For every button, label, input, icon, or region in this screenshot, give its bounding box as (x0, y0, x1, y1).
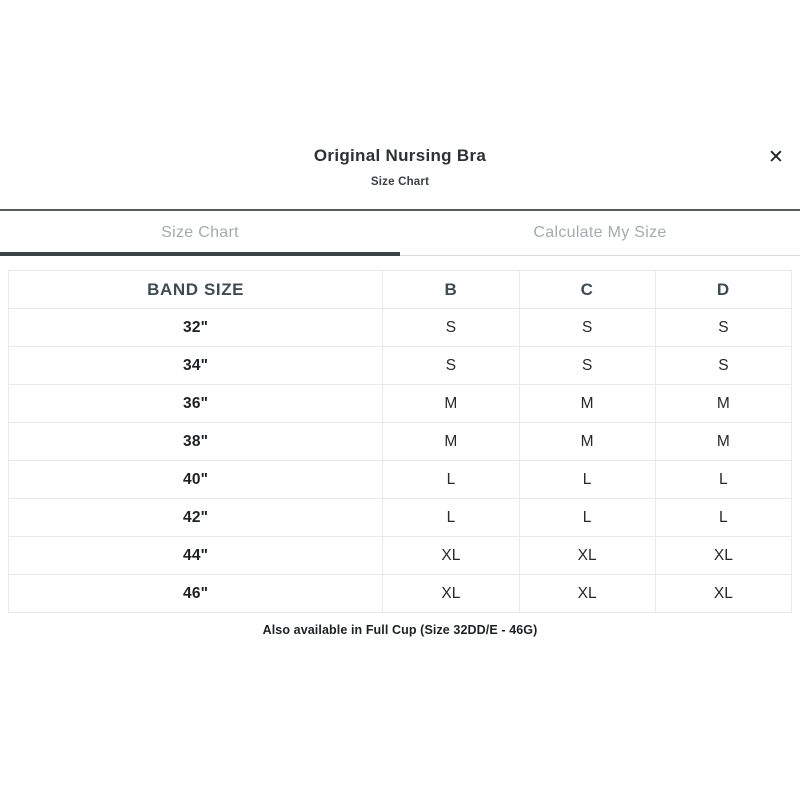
size-value-cell: M (655, 385, 791, 423)
modal-header (0, 0, 800, 188)
table-row (9, 499, 792, 537)
size-value-cell: XL (519, 537, 655, 575)
column-header-cup-d: D (655, 271, 791, 309)
table-row (9, 461, 792, 499)
band-size-cell: 32" (9, 309, 383, 347)
size-chart-table-container (8, 270, 792, 613)
band-size-cell: 34" (9, 347, 383, 385)
tab-bar (0, 211, 800, 256)
table-row (9, 309, 792, 347)
tab-calculate-my-size-label: Calculate My Size (533, 224, 667, 241)
band-size-cell: 40" (9, 461, 383, 499)
size-value-cell: XL (383, 537, 519, 575)
column-header-cup-b: B (383, 271, 519, 309)
size-value-cell: L (383, 461, 519, 499)
tab-calculate-my-size[interactable] (400, 211, 800, 255)
size-value-cell: S (383, 309, 519, 347)
modal-subtitle: Size Chart (370, 176, 430, 188)
close-button[interactable] (762, 143, 790, 171)
size-value-cell: XL (383, 575, 519, 613)
size-value-cell: XL (655, 537, 791, 575)
size-value-cell: M (383, 423, 519, 461)
size-value-cell: S (519, 347, 655, 385)
size-value-cell: L (383, 499, 519, 537)
size-value-cell: S (655, 347, 791, 385)
tab-size-chart-label: Size Chart (161, 224, 239, 241)
size-value-cell: XL (655, 575, 791, 613)
table-header-row (9, 271, 792, 309)
close-icon: ✕ (768, 146, 784, 168)
table-row (9, 385, 792, 423)
full-cup-note: Also available in Full Cup (Size 32DD/E - 46G) (262, 623, 538, 637)
size-value-cell: M (519, 423, 655, 461)
table-row (9, 537, 792, 575)
size-value-cell: S (655, 309, 791, 347)
size-value-cell: L (519, 499, 655, 537)
size-value-cell: M (519, 385, 655, 423)
band-size-cell: 44" (9, 537, 383, 575)
modal-title: Original Nursing Bra (313, 146, 487, 165)
size-value-cell: XL (519, 575, 655, 613)
size-value-cell: L (655, 499, 791, 537)
size-value-cell: M (655, 423, 791, 461)
size-value-cell: S (383, 347, 519, 385)
band-size-cell: 42" (9, 499, 383, 537)
band-size-cell: 36" (9, 385, 383, 423)
band-size-cell: 46" (9, 575, 383, 613)
table-row (9, 347, 792, 385)
size-chart-table (8, 270, 792, 613)
column-header-band-size: BAND SIZE (9, 271, 383, 309)
size-value-cell: M (383, 385, 519, 423)
table-row (9, 575, 792, 613)
size-value-cell: S (519, 309, 655, 347)
size-value-cell: L (519, 461, 655, 499)
size-value-cell: L (655, 461, 791, 499)
table-row (9, 423, 792, 461)
band-size-cell: 38" (9, 423, 383, 461)
column-header-cup-c: C (519, 271, 655, 309)
tab-size-chart[interactable] (0, 211, 400, 255)
